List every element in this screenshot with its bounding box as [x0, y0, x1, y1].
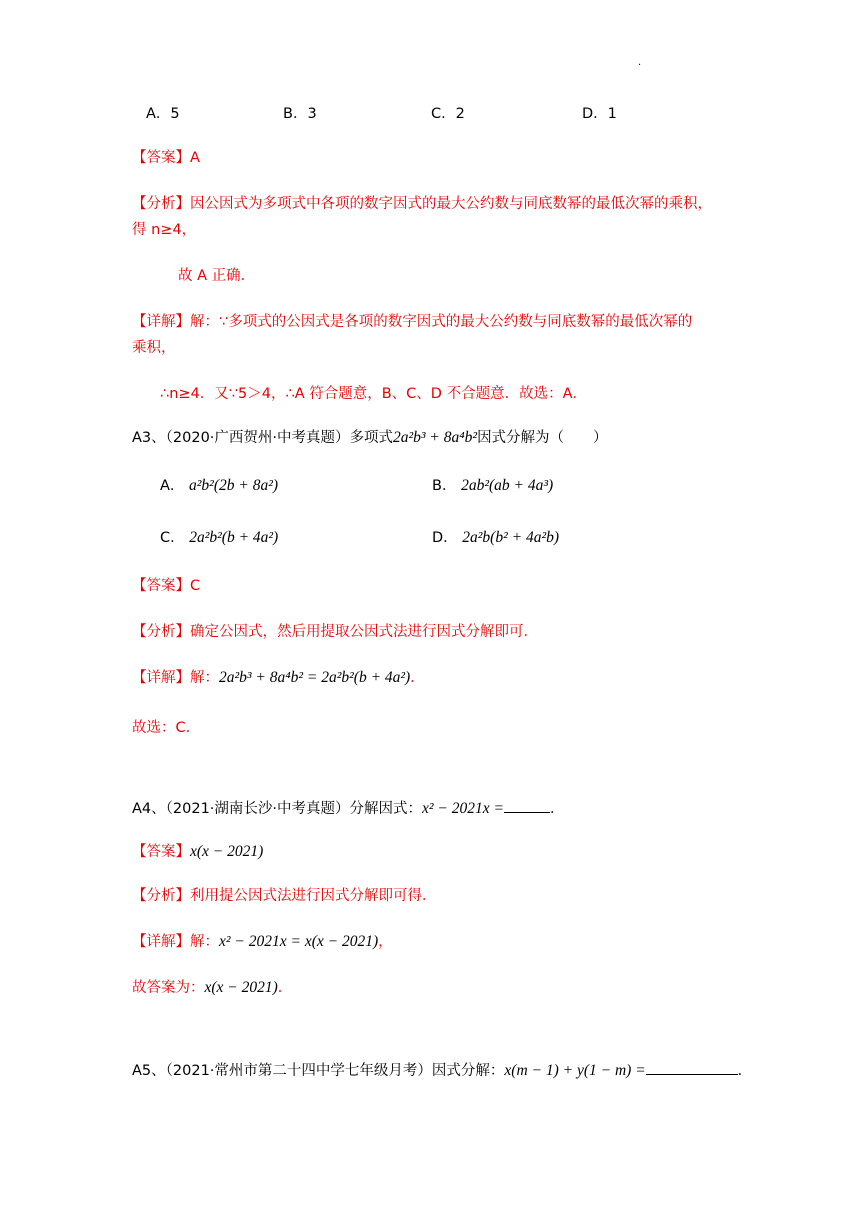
answer-label: 【答案】	[132, 844, 190, 860]
detail-line: 乘积，	[132, 340, 176, 356]
analysis-line: 得 n≥4，	[132, 222, 197, 238]
option-d: D．1	[582, 106, 617, 122]
stem-text: ．	[549, 801, 565, 817]
stem-text: A4、（2021·湖南长沙·中考真题）分解因式：	[132, 801, 423, 817]
stem-text: 因式分解为（ ）	[477, 430, 608, 446]
final-formula: x(x − 2021)	[204, 979, 278, 996]
analysis-line: 【分析】利用提公因式法进行因式分解即可得．	[132, 888, 437, 904]
detail-text: ．	[410, 670, 425, 686]
option-b: B．3	[283, 106, 317, 122]
analysis-line: 【分析】因公因式为多项式中各项的数字因式的最大公约数与同底数幂的最低次幂的乘积，	[132, 196, 712, 212]
a3-option-b	[432, 476, 553, 496]
option-label: D．	[432, 530, 458, 546]
detail-formula: 2a²b³ + 8a⁴b² = 2a²b²(b + 4a²)	[219, 669, 411, 686]
option-formula: 2ab²(ab + 4a³)	[461, 477, 554, 494]
detail-text: ，	[378, 934, 393, 950]
option-label: A．	[160, 478, 185, 494]
option-formula: 2a²b²(b + 4a²)	[189, 529, 279, 546]
option-formula: a²b²(2b + 8a²)	[189, 477, 279, 494]
stem-formula: x(m − 1) + y(1 − m) =	[504, 1062, 646, 1079]
detail-line: ∴n≥4．又∵5＞4，∴A 符合题意，B、C、D 不合题意．故选：A．	[160, 386, 587, 402]
detail-formula: x² − 2021x = x(x − 2021)	[219, 933, 379, 950]
stem-text: ．	[737, 1063, 753, 1079]
stem-text: A5、（2021·常州市第二十四中学七年级月考）因式分解：	[132, 1063, 505, 1079]
detail-text: 【详解】解：	[132, 670, 219, 686]
option-a: A．5	[146, 106, 180, 122]
answer-blank	[646, 1060, 738, 1075]
option-label: C．	[160, 530, 185, 546]
detail-line	[132, 668, 425, 688]
analysis-line: 故 A 正确．	[178, 268, 256, 284]
stem-formula: x² − 2021x =	[422, 800, 504, 817]
option-formula: 2a²b(b² + 4a²b)	[462, 529, 560, 546]
a3-option-d	[432, 528, 559, 548]
detail-text: 【详解】解：	[132, 934, 219, 950]
question-a4-stem	[132, 798, 564, 819]
answer-blank	[504, 798, 550, 813]
option-c: C．2	[431, 106, 465, 122]
a3-option-c	[160, 528, 278, 548]
detail-line	[132, 932, 393, 952]
answer-formula: x(x − 2021)	[190, 843, 264, 860]
analysis-line: 【分析】确定公因式，然后用提取公因式法进行因式分解即可．	[132, 624, 538, 640]
question-a3-stem	[132, 428, 608, 448]
answer-line: 【答案】A	[132, 150, 200, 166]
option-label: B．	[432, 478, 457, 494]
a3-option-a	[160, 476, 278, 496]
page-mark: ·	[638, 60, 642, 71]
final-text: 故答案为：	[132, 980, 205, 996]
stem-formula: 2a²b³ + 8a⁴b²	[393, 429, 478, 446]
choose-line: 故选：C．	[132, 720, 201, 736]
stem-text: A3、（2020·广西贺州·中考真题）多项式	[132, 430, 394, 446]
answer-line	[132, 842, 263, 862]
final-answer-line	[132, 978, 292, 998]
final-text: ．	[277, 980, 293, 996]
answer-line: 【答案】C	[132, 578, 201, 594]
detail-line: 【详解】解：∵多项式的公因式是各项的数字因式的最大公约数与同底数幂的最低次幂的	[132, 314, 693, 330]
question-a5-stem	[132, 1060, 752, 1081]
